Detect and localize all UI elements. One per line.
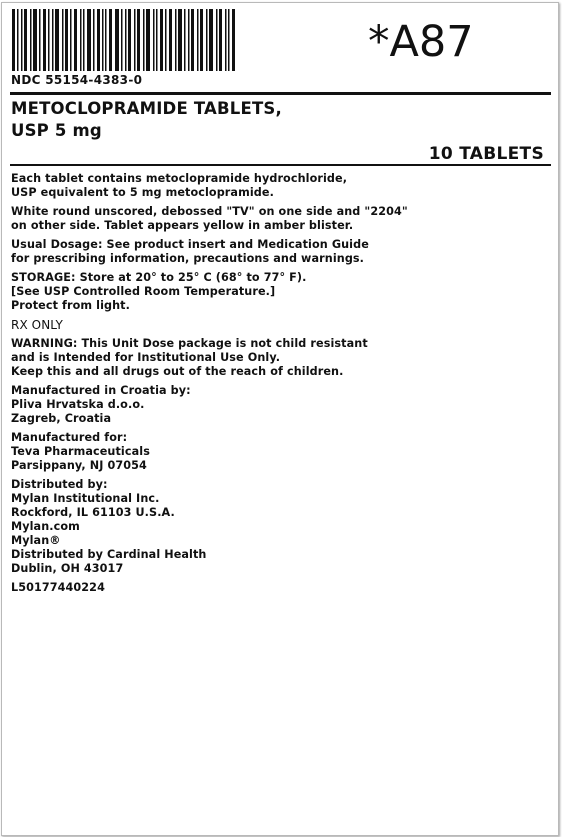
dosage-line: for prescribing information, precautions and warnings. (11, 252, 365, 265)
tablet-count: 10 TABLETS (428, 144, 544, 164)
manufactured-for-section (11, 431, 551, 473)
warning-line: and is Intended for Institutional Use Only. (11, 351, 281, 364)
warning-line: Keep this and all drugs out of the reach of children. (11, 365, 344, 378)
distributor-line: Dublin, OH 43017 (11, 562, 124, 575)
distributor-section (11, 478, 551, 576)
description-line: on other side. Tablet appears yellow in amber blister. (11, 219, 354, 232)
rx-only-text: RX ONLY (11, 318, 63, 332)
manufactured-for-line: Parsippany, NJ 07054 (11, 459, 147, 472)
product-name-line: USP 5 mg (11, 121, 102, 140)
dosage-section (11, 238, 551, 266)
manufactured-for-line: Manufactured for: (11, 431, 128, 444)
location-code: *A87 (368, 17, 474, 67)
barcode-image (12, 9, 236, 71)
warning-section (11, 337, 551, 379)
description-section (11, 205, 551, 233)
dosage-line: Usual Dosage: See product insert and Medication Guide (11, 238, 369, 251)
description-line: White round unscored, debossed "TV" on one side and "2204" (11, 205, 408, 218)
manufacturer-line: Zagreb, Croatia (11, 412, 112, 425)
lot-code: L50177440224 (11, 581, 105, 594)
storage-line: [See USP Controlled Room Temperature.] (11, 285, 276, 298)
storage-section (11, 271, 551, 313)
distributor-line: Distributed by Cardinal Health (11, 548, 207, 561)
product-name (11, 98, 282, 142)
composition-line: USP equivalent to 5 mg metoclopramide. (11, 186, 274, 199)
composition-line: Each tablet contains metoclopramide hydrochloride, (11, 172, 348, 185)
distributor-line: Rockford, IL 61103 U.S.A. (11, 506, 175, 519)
manufactured-for-line: Teva Pharmaceuticals (11, 445, 150, 458)
manufactured-in-section (11, 384, 551, 426)
distributor-line: Mylan Institutional Inc. (11, 492, 160, 505)
manufacturer-line: Pliva Hrvatska d.o.o. (11, 398, 145, 411)
storage-line: STORAGE: Store at 20° to 25° C (68° to 77° F). (11, 271, 307, 284)
label-body (11, 172, 551, 595)
drug-label (1, 2, 559, 836)
warning-line: WARNING: This Unit Dose package is not child resistant (11, 337, 368, 350)
distributor-line: Distributed by: (11, 478, 108, 491)
product-name-line: METOCLOPRAMIDE TABLETS, (11, 99, 282, 118)
middle-divider (10, 164, 551, 166)
ndc-number: NDC 55154-4383-0 (11, 73, 143, 87)
storage-line: Protect from light. (11, 299, 130, 312)
manufacturer-line: Manufactured in Croatia by: (11, 384, 191, 397)
composition-section (11, 172, 551, 200)
distributor-line: Mylan® (11, 534, 61, 547)
distributor-line: Mylan.com (11, 520, 80, 533)
top-divider (10, 92, 551, 95)
